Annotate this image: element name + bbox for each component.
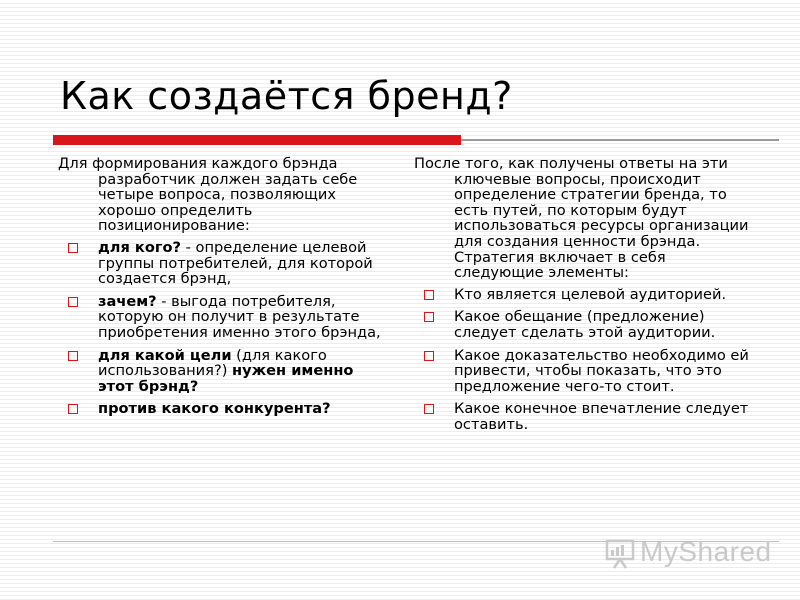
question-text: - определение целевой группы потребителей, для которой создается брэнд, bbox=[98, 238, 373, 288]
element-text: Какое доказательство необходимо ей привести, чтобы показать, что это предложение чего-то стоит. bbox=[454, 346, 749, 395]
title-underline-gray bbox=[461, 139, 779, 141]
square-bullet-icon bbox=[424, 404, 434, 414]
question-bold: для кого? bbox=[98, 238, 181, 256]
question-bold: зачем? bbox=[98, 292, 157, 310]
square-bullet-icon bbox=[424, 312, 434, 322]
watermark-logo bbox=[604, 534, 772, 574]
square-bullet-icon bbox=[68, 297, 78, 307]
question-text: - выгода потребителя, которую он получит в результате приобретения именно этого брэнда, bbox=[98, 292, 381, 341]
left-intro-text: Для формирования каждого брэнда разработчик должен задать себе четыре вопроса, позволяющих хорошо определить позиционирование: bbox=[58, 155, 358, 235]
slide-title: Как создаётся бренд? bbox=[60, 74, 513, 118]
list-item bbox=[414, 348, 749, 395]
element-text: Какое обещание (предложение) следует сделать этой аудитории. bbox=[454, 308, 716, 341]
element-text: Какое конечное впечатление следует оставить. bbox=[454, 400, 749, 433]
title-underline bbox=[53, 135, 779, 145]
right-column bbox=[414, 156, 749, 440]
square-bullet-icon bbox=[68, 351, 78, 361]
square-bullet-icon bbox=[68, 404, 78, 414]
list-item bbox=[414, 401, 749, 432]
presentation-board-icon bbox=[604, 538, 638, 570]
square-bullet-icon bbox=[68, 243, 78, 253]
list-item bbox=[414, 287, 749, 303]
left-bullet-list bbox=[58, 240, 393, 417]
list-item bbox=[58, 401, 393, 417]
question-bold: против какого конкурента? bbox=[98, 400, 331, 418]
question-bold: для какой цели bbox=[98, 346, 232, 364]
element-text: Кто является целевой аудиторией. bbox=[454, 285, 727, 303]
question-bold-tail: нужен именно этот брэнд? bbox=[98, 362, 354, 395]
list-item bbox=[414, 309, 749, 340]
square-bullet-icon bbox=[424, 290, 434, 300]
list-item bbox=[58, 240, 393, 287]
list-item bbox=[58, 348, 393, 395]
square-bullet-icon bbox=[424, 351, 434, 361]
left-column bbox=[58, 156, 393, 424]
question-text: (для какого использования?) bbox=[98, 346, 327, 380]
title-underline-red bbox=[53, 135, 461, 145]
right-bullet-list bbox=[414, 287, 749, 433]
watermark-text: MyShared bbox=[640, 536, 772, 567]
list-item bbox=[58, 294, 393, 341]
right-intro-text: После того, как получены ответы на эти ключевые вопросы, происходит определение стратегии бренда, то есть путей, по которым будут использоваться ресурсы организации для создания ценности брэнда. Стратегия включает в себя следующие элементы: bbox=[414, 155, 749, 282]
